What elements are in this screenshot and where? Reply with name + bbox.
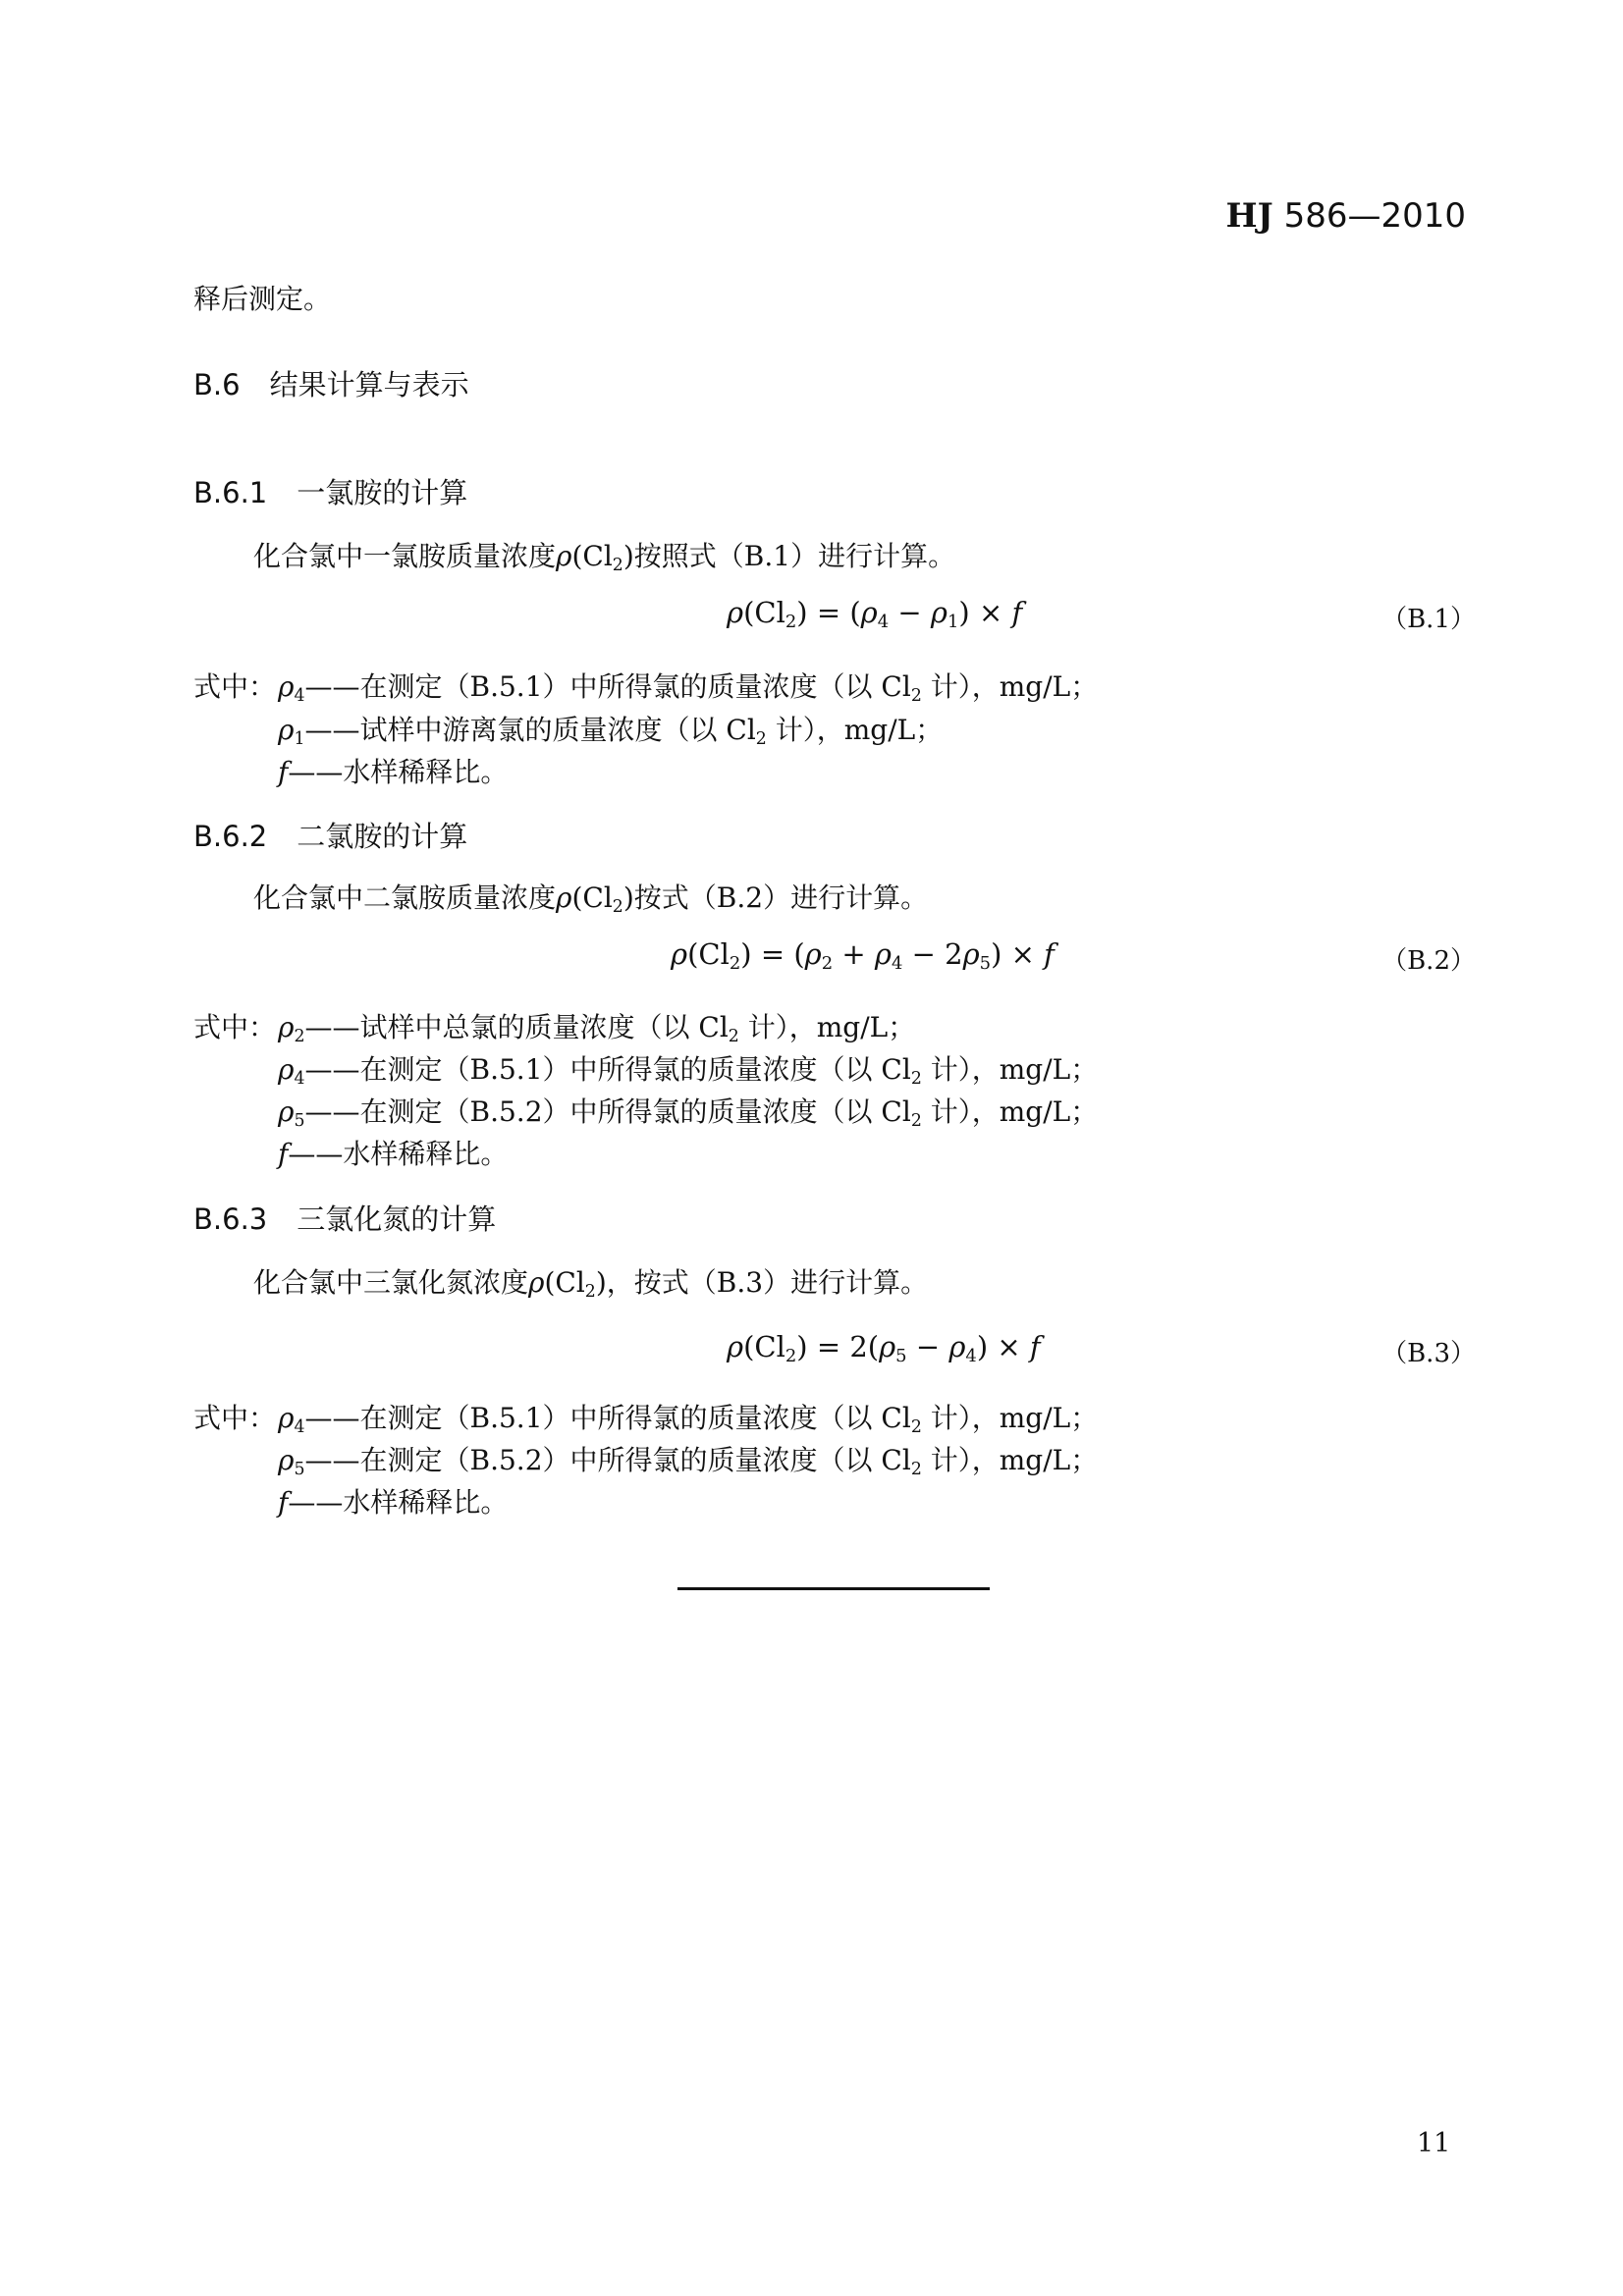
definition-row [278,1397,1098,1436]
definition-text: ——在测定（B.5.1）中所得氯的质量浓度（以 Cl [304,1053,911,1086]
definition-tail: 计），mg/L； [921,1402,1099,1434]
section-heading-b61 [193,471,467,511]
intro-b61: 化合氯中一氯胺质量浓度$\rho(Cl_2)$按照式（B.1）进行计算。 [253,540,956,575]
section-heading-b6 [193,363,469,403]
symbol-sub: 4 [294,685,305,706]
definition-text: ——试样中总氯的质量浓度（以 Cl [304,1011,729,1043]
intro-text: 化合氯中二氯胺质量浓度 [253,881,557,914]
symbol: ρ [278,714,295,746]
symbol-sub: 4 [294,1068,305,1089]
section-number: B.6.3 [193,1202,268,1236]
standard-code-rest: 586—2010 [1272,196,1466,236]
definition-text: ——在测定（B.5.1）中所得氯的质量浓度（以 Cl [304,670,911,703]
where-label: 式中： [193,670,277,703]
definition-row [278,666,1098,705]
definition-text: ——在测定（B.5.1）中所得氯的质量浓度（以 Cl [304,1402,911,1434]
symbol: ρ [278,1053,295,1086]
equation-number: （B.3） [1381,1339,1476,1368]
definition-sub: 2 [728,1026,739,1046]
definition-sub: 2 [910,1068,922,1089]
symbol-sub: 5 [294,1110,305,1131]
definition-text: ——在测定（B.5.2）中所得氯的质量浓度（以 Cl [304,1444,911,1476]
definition-row [278,1481,508,1521]
section-title: 一氯胺的计算 [297,476,468,509]
intro-text-tail: 按式（B.2）进行计算。 [633,881,929,914]
equation-b1: $\rho(Cl_2) = (\rho_4 - \rho_1) \times f$ [727,596,1023,633]
symbol: f [278,1138,289,1170]
page-number: 11 [1417,2128,1451,2159]
section-number: B.6 [193,368,241,401]
intro-b63: 化合氯中三氯化氮浓度$\rho(Cl_2)$，按式（B.3）进行计算。 [253,1266,929,1302]
intro-text: 化合氯中一氯胺质量浓度 [253,540,557,572]
equation-number: （B.1） [1381,605,1476,634]
definition-row [278,1048,1098,1088]
symbol: ρ [278,1095,295,1128]
definition-text: ——在测定（B.5.2）中所得氯的质量浓度（以 Cl [304,1095,911,1128]
definition-sub: 2 [910,1110,922,1131]
standard-code-bold: HJ [1225,196,1273,236]
symbol: ρ [278,1402,295,1434]
equation-b2: $\rho(Cl_2) = (\rho_2 + \rho_4 - 2\rho_5) \times f$ [671,937,1055,975]
standard-number [1226,196,1466,236]
continuation-text: 释后测定。 [193,283,332,315]
equation-number: （B.2） [1381,946,1476,976]
symbol: ρ [278,1011,295,1043]
symbol: ρ [278,1444,295,1476]
definition-sub: 2 [910,1459,922,1479]
symbol-sub: 2 [294,1026,305,1046]
definition-sub: 2 [755,728,767,749]
symbol: f [278,756,289,788]
definition-text: ——水样稀释比。 [288,1138,509,1170]
symbol-sub: 1 [294,728,305,749]
symbol: f [278,1486,289,1519]
section-title: 三氯化氮的计算 [297,1202,497,1236]
definition-tail: 计），mg/L； [921,670,1099,703]
definition-row [278,751,508,790]
section-heading-b63 [193,1198,496,1238]
definition-text: ——试样中游离氯的质量浓度（以 Cl [304,714,756,746]
end-rule [677,1587,990,1590]
intro-b62: 化合氯中二氯胺质量浓度$\rho(Cl_2)$按式（B.2）进行计算。 [253,881,929,917]
where-label: 式中： [193,1402,277,1434]
definition-row [278,1006,915,1045]
definition-tail: 计），mg/L； [921,1053,1099,1086]
definition-text: ——水样稀释比。 [288,756,509,788]
definition-tail: 计），mg/L； [766,714,944,746]
symbol-sub: 5 [294,1459,305,1479]
section-title: 二氯胺的计算 [297,820,468,853]
symbol-sub: 4 [294,1416,305,1437]
where-label: 式中： [193,1011,277,1043]
definition-text: ——水样稀释比。 [288,1486,509,1519]
definition-row [278,1439,1098,1478]
intro-text-tail: ，按式（B.3）进行计算。 [606,1266,929,1299]
definition-row [278,1091,1098,1130]
section-heading-b62 [193,815,467,855]
definition-tail: 计），mg/L； [921,1444,1099,1476]
definition-tail: 计），mg/L； [921,1095,1099,1128]
section-number: B.6.2 [193,820,268,853]
intro-text-tail: 按照式（B.1）进行计算。 [633,540,956,572]
equation-b3: $\rho(Cl_2) = 2(\rho_5 - \rho_4) \times f$ [727,1330,1041,1367]
intro-text: 化合氯中三氯化氮浓度 [253,1266,529,1299]
section-number: B.6.1 [193,476,268,509]
definition-row [278,709,943,748]
definition-row [278,1133,508,1172]
definition-sub: 2 [910,1416,922,1437]
definition-sub: 2 [910,685,922,706]
section-title: 结果计算与表示 [269,368,469,401]
definition-tail: 计），mg/L； [738,1011,916,1043]
symbol: ρ [278,670,295,703]
